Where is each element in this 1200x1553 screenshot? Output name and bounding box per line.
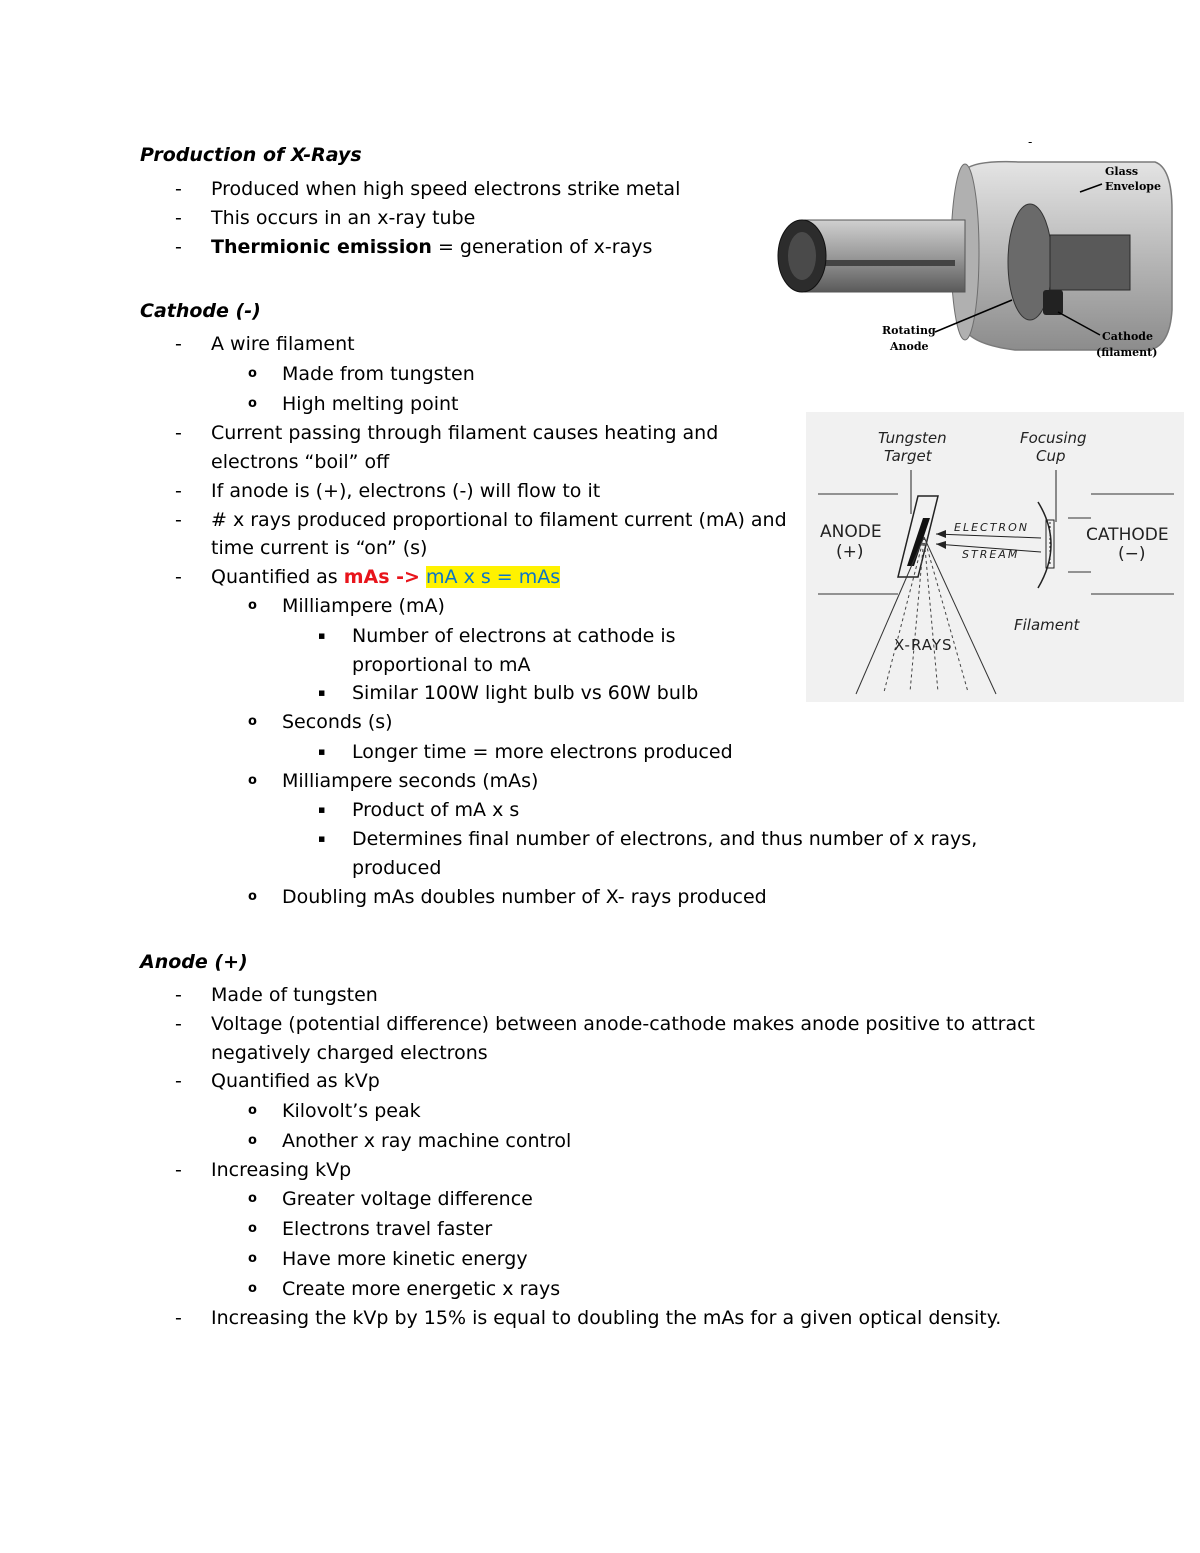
label-rotating: Rotating — [882, 324, 936, 337]
list-item: Have more kinetic energy — [282, 1248, 528, 1270]
tube-neck — [805, 220, 965, 292]
bullet-square: ▪ — [318, 803, 326, 816]
term-thermionic-emission: Thermionic emission — [211, 236, 432, 258]
bullet-dash: - — [175, 480, 182, 502]
bullet-circle: o — [248, 1133, 257, 1148]
bullet-circle: o — [248, 1103, 257, 1118]
list-item: Seconds (s) — [282, 711, 393, 733]
bullet-dash: - — [175, 333, 182, 355]
section-title-cathode: Cathode (-) — [140, 300, 261, 322]
bullet-dash: - — [175, 422, 182, 444]
label-cup: Cup — [1036, 447, 1066, 465]
label-filament: (filament) — [1096, 346, 1158, 359]
list-item: A wire filament — [211, 333, 355, 355]
list-item: Voltage (potential difference) between anode-cathode makes anode positive to attract — [211, 1013, 1035, 1035]
list-item: Produced when high speed electrons strike metal — [211, 178, 681, 200]
bullet-dash: - — [175, 207, 182, 229]
label-cathode-sign: (−) — [1118, 544, 1146, 564]
bullet-dash: - — [175, 178, 182, 200]
label-xrays: X-RAYS — [894, 636, 953, 654]
list-item: Made of tungsten — [211, 984, 378, 1006]
list-item: Quantified as kVp — [211, 1070, 380, 1092]
list-item: Increasing kVp — [211, 1159, 352, 1181]
list-item: Made from tungsten — [282, 363, 475, 385]
bullet-dash: - — [175, 1070, 182, 1092]
label-electron: ELECTRON — [954, 521, 1029, 534]
bullet-circle: o — [248, 1281, 257, 1296]
bullet-circle: o — [248, 1191, 257, 1206]
bullet-dash: - — [175, 1013, 182, 1035]
end-cap-inner — [788, 232, 816, 280]
list-item: Determines final number of electrons, and thus number of x rays, — [352, 828, 978, 850]
list-item: Greater voltage difference — [282, 1188, 533, 1210]
list-item: Doubling mAs doubles number of X- rays produced — [282, 886, 767, 908]
list-item: Longer time = more electrons produced — [352, 741, 733, 763]
bullet-dash: - — [175, 566, 182, 588]
list-item-continuation: electrons “boil” off — [211, 451, 390, 473]
bullet-circle: o — [248, 714, 257, 729]
list-item: If anode is (+), electrons (-) will flow to it — [211, 480, 601, 502]
bullet-square: ▪ — [318, 629, 326, 642]
bullet-dash: - — [175, 236, 182, 258]
label-tungsten: Tungsten — [878, 429, 947, 447]
highlighted-formula: mA x s = mAs — [426, 566, 561, 588]
section-title-production: Production of X-Rays — [140, 144, 362, 166]
bullet-dash: - — [175, 509, 182, 531]
list-item: Another x ray machine control — [282, 1130, 572, 1152]
bullet-dash: - — [175, 1307, 182, 1329]
label-glass: Glass — [1105, 165, 1139, 178]
list-item-continuation: time current is “on” (s) — [211, 537, 428, 559]
label-envelope: Envelope — [1105, 180, 1161, 193]
bullet-circle: o — [248, 598, 257, 613]
label-target: Target — [884, 447, 932, 465]
bullet-circle: o — [248, 1221, 257, 1236]
list-item: Similar 100W light bulb vs 60W bulb — [352, 682, 699, 704]
list-item: Increasing the kVp by 15% is equal to doubling the mAs for a given optical density. — [211, 1307, 1002, 1329]
mas-red-text: mAs -> — [343, 566, 420, 588]
label-cathode: Cathode — [1102, 330, 1153, 343]
list-item: Milliampere (mA) — [282, 595, 445, 617]
label-cathode: CATHODE — [1086, 525, 1169, 545]
bullet-circle: o — [248, 773, 257, 788]
cathode-cup — [1043, 290, 1063, 315]
label-stream: STREAM — [962, 548, 1020, 561]
quantified-label: Quantified as — [211, 566, 344, 588]
list-item — [211, 565, 560, 589]
label-filament: Filament — [1014, 616, 1080, 634]
neck-rod — [815, 260, 955, 266]
list-item: Number of electrons at cathode is — [352, 625, 676, 647]
bullet-circle: o — [248, 1251, 257, 1266]
list-item: Electrons travel faster — [282, 1218, 493, 1240]
anode-housing — [1050, 235, 1130, 290]
definition-text: = generation of x-rays — [431, 236, 653, 258]
header-mark: - — [1028, 140, 1033, 149]
list-item: Create more energetic x rays — [282, 1278, 561, 1300]
bullet-square: ▪ — [318, 686, 326, 699]
list-item: Product of mA x s — [352, 799, 520, 821]
bullet-circle: o — [248, 889, 257, 904]
xray-tube-photo — [760, 140, 1185, 375]
label-anode-sign: (+) — [836, 542, 864, 562]
xray-tube-diagram — [806, 412, 1184, 702]
list-item: High melting point — [282, 393, 459, 415]
bullet-circle: o — [248, 396, 257, 411]
list-item: This occurs in an x-ray tube — [211, 207, 476, 229]
list-item: Milliampere seconds (mAs) — [282, 770, 539, 792]
list-item: Current passing through filament causes heating and — [211, 422, 719, 444]
list-item-continuation: produced — [352, 857, 442, 879]
bullet-square: ▪ — [318, 832, 326, 845]
list-item-continuation: negatively charged electrons — [211, 1042, 488, 1064]
bullet-circle: o — [248, 366, 257, 381]
list-item — [211, 235, 652, 259]
bullet-dash: - — [175, 984, 182, 1006]
section-title-anode: Anode (+) — [140, 951, 248, 973]
label-anode: Anode — [890, 340, 929, 353]
bullet-dash: - — [175, 1159, 182, 1181]
list-item: Kilovolt’s peak — [282, 1100, 421, 1122]
label-focusing: Focusing — [1020, 429, 1087, 447]
bullet-square: ▪ — [318, 745, 326, 758]
label-anode: ANODE — [820, 522, 882, 542]
list-item: # x rays produced proportional to filament current (mA) and — [211, 509, 787, 531]
list-item-continuation: proportional to mA — [352, 654, 531, 676]
